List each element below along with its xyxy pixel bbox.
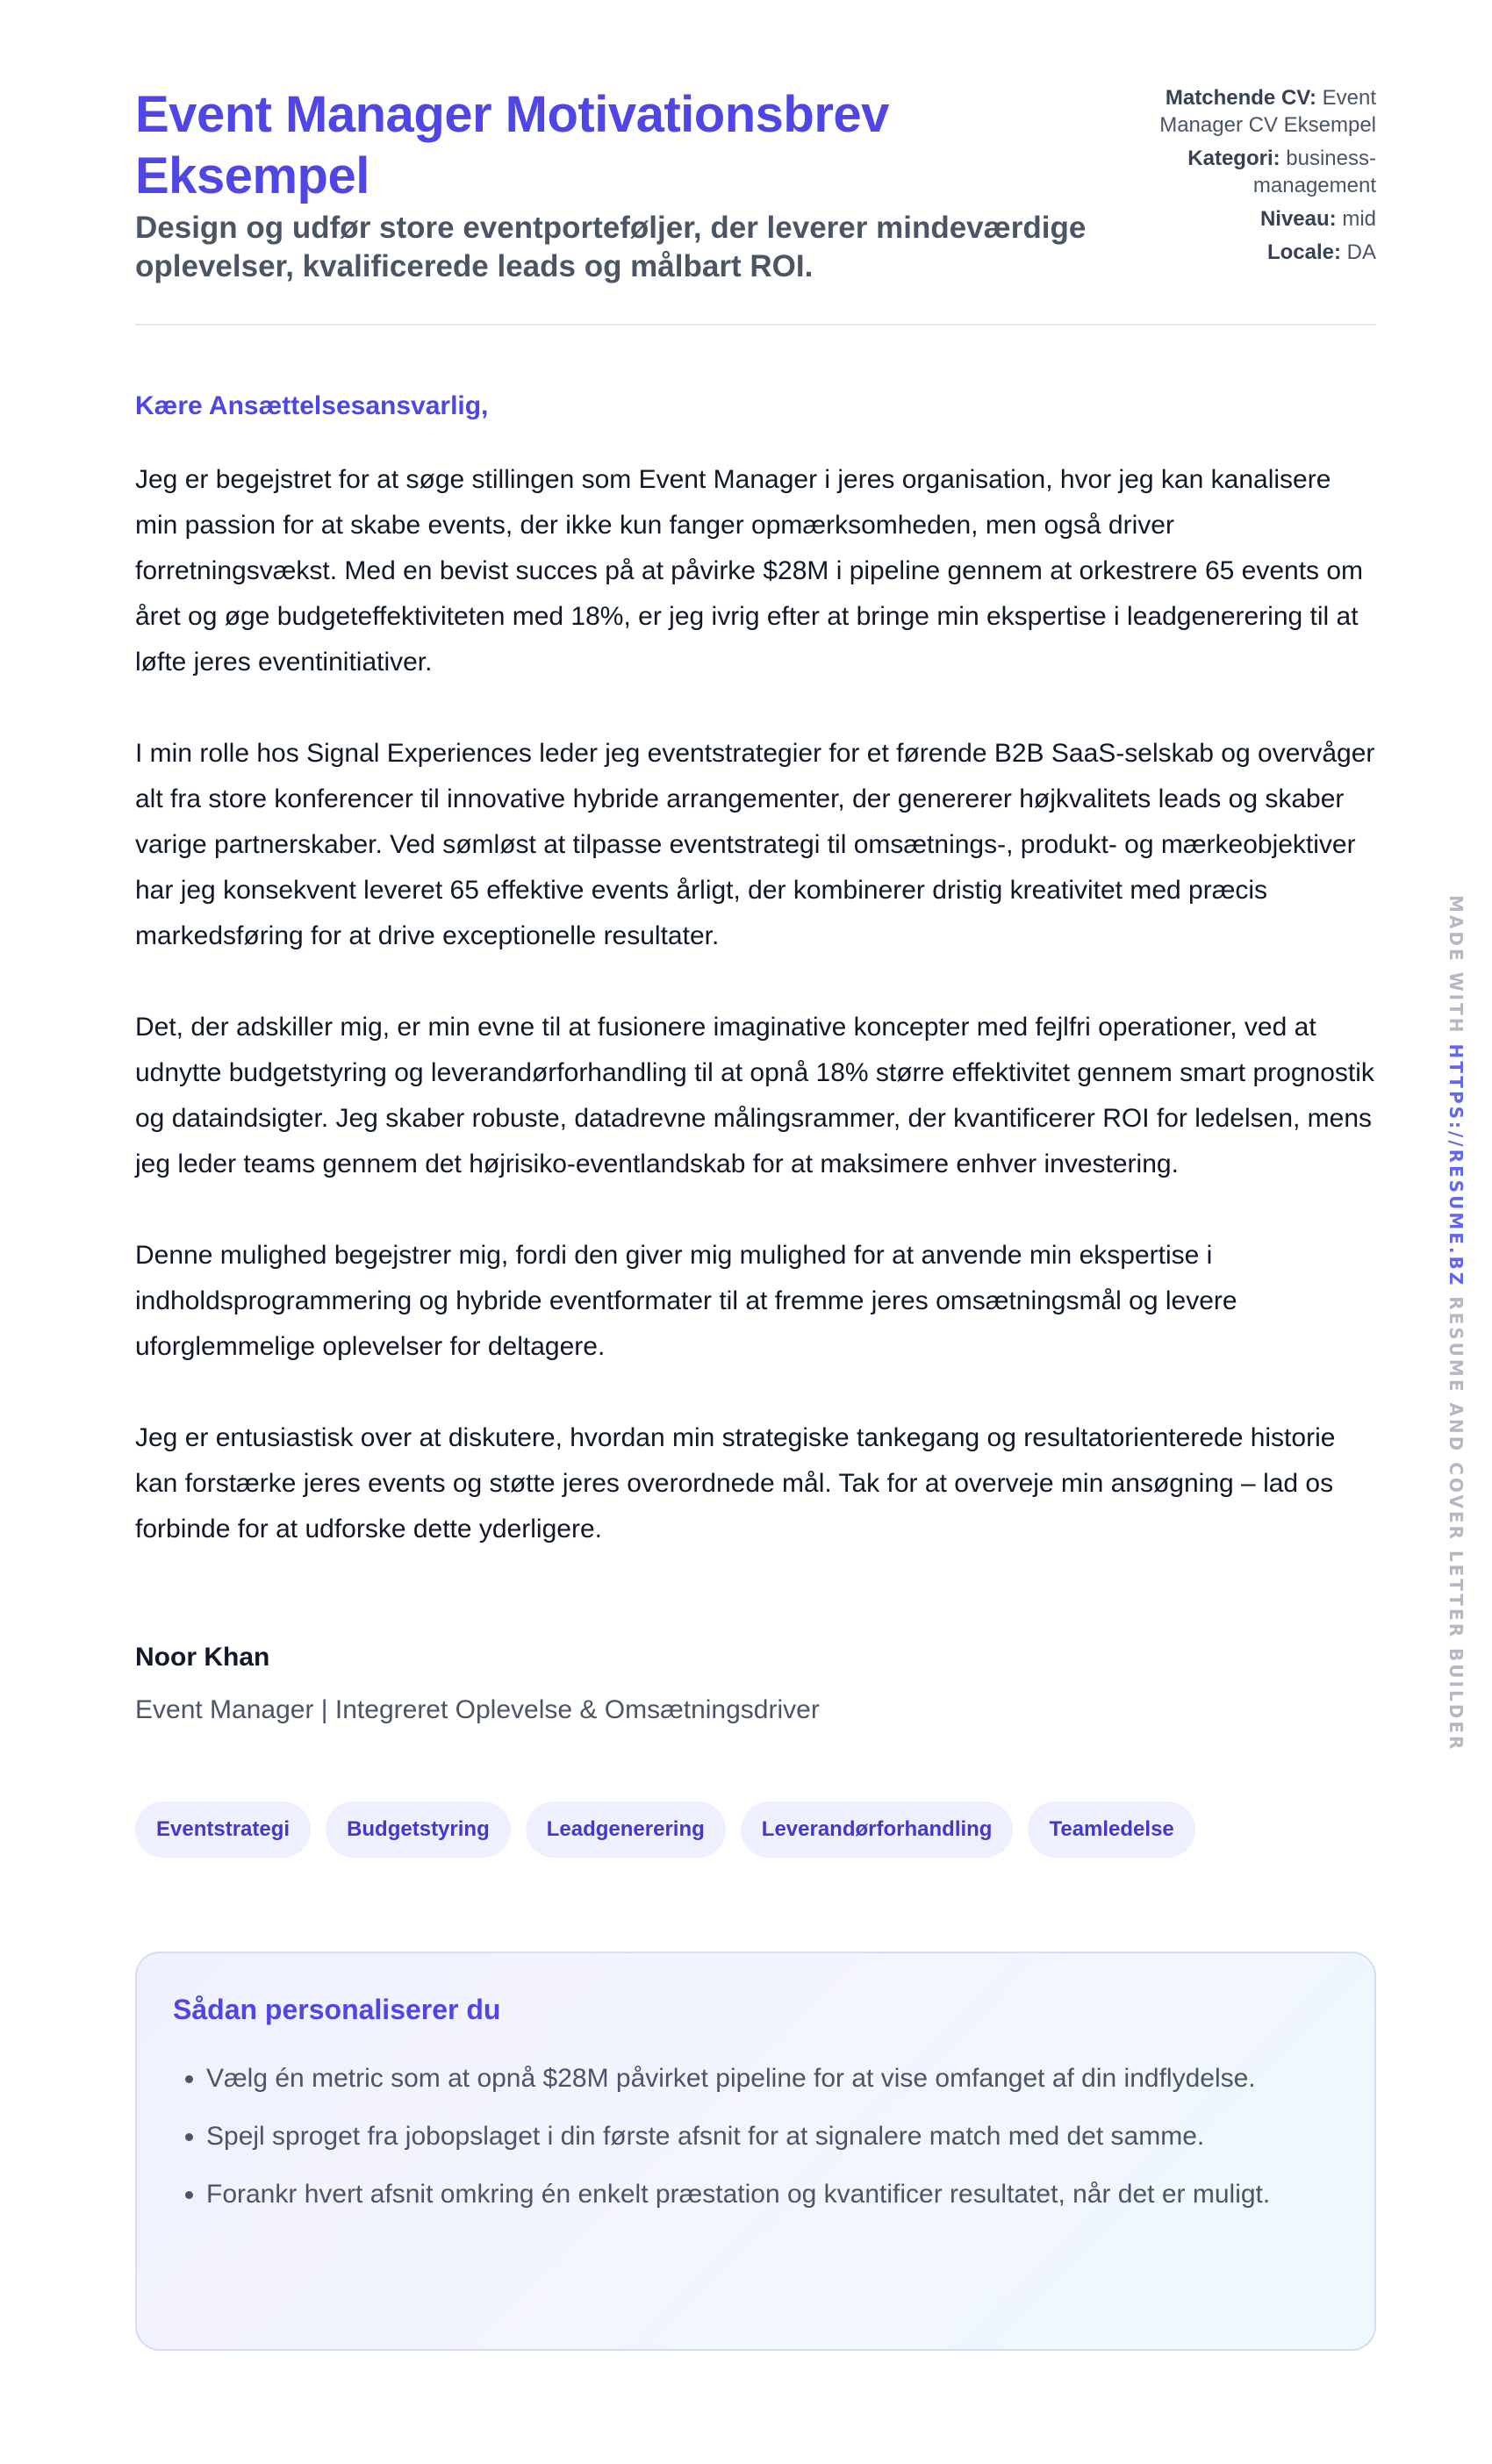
letter-paragraph: I min rolle hos Signal Experiences leder jeg eventstrategier for et førende B2B SaaS-selskab og overvåger alt fra store konferencer til innovative hybride arrangementer, der genererer højkvalitets leads og skaber varige partnerskaber. Ved sømløst at tilpasse eventstrategi til omsætnings-, produkt- og mærkeobjektiver har jeg konsekvent leveret 65 effektive events årligt, der kombinerer dristig kreativitet med præcis markedsføring for at drive exceptionelle resultater.: [135, 739, 1375, 950]
meta-matching-cv-label: Matchende CV:: [1165, 86, 1316, 110]
meta-locale-label: Locale:: [1266, 240, 1341, 264]
page-title: Event Manager Motivationsbrev Eksempel: [135, 86, 889, 204]
letter-paragraph: Denne mulighed begejstrer mig, fordi den giver mig mulighed for at anvende min ekspertise i indholdsprogrammering og hybride eventformater til at fremme jeres omsætningsmål og levere uforglemmelige oplevelser for deltagere.: [135, 1241, 1237, 1361]
page-subtitle: Design og udfør store eventporteføljer, der leverer mindeværdige oplevelser, kvalificerede leads og målbart ROI.: [135, 211, 1087, 283]
meta-locale: [1113, 239, 1376, 266]
watermark-prefix: MADE WITH: [1445, 895, 1467, 1035]
skill-tag: Budgetstyring: [326, 1801, 511, 1858]
meta-category-label: Kategori:: [1187, 147, 1280, 170]
watermark-suffix: RESUME AND COVER LETTER BUILDER: [1445, 1296, 1467, 1752]
tips-item: • Vælg én metric som at opnå $28M påvirket pipeline for at vise omfanget af din indflydelse.: [206, 2056, 1339, 2102]
signature-role: Event Manager | Integreret Oplevelse & Omsætningsdriver: [135, 1695, 820, 1724]
meta-matching-cv: [1113, 84, 1376, 139]
tips-list: [173, 2056, 1339, 2217]
skill-tags: [135, 1801, 1376, 1858]
tips-item: • Forankr hvert afsnit omkring én enkelt præstation og kvantificer resultatet, når det er muligt.: [206, 2172, 1339, 2217]
tips-item: • Spejl sproget fra jobopslaget i din første afsnit for at signalere match med det samme.: [206, 2114, 1339, 2160]
meta-matching-cv-value: Event Manager CV Eksempel: [1159, 86, 1376, 137]
skill-tag: Teamledelse: [1028, 1801, 1194, 1858]
meta-category-value: business-management: [1252, 147, 1376, 197]
letter-paragraph: Det, der adskiller mig, er min evne til at fusionere imaginative koncepter med fejlfri operationer, ved at udnytte budgetstyring og leverandørforhandling til at opnå 18% større effektivitet gennem smart prognostik og dataindsigter. Jeg skaber robuste, datadrevne målingsrammer, der kvantificerer ROI for ledelsen, mens jeg leder teams gennem det højrisiko-eventlandskab for at maksimere enhver investering.: [135, 1013, 1374, 1178]
meta-panel: [1113, 84, 1376, 272]
meta-level-value: mid: [1342, 207, 1376, 231]
skill-tag: Leverandørforhandling: [741, 1801, 1014, 1858]
letter-paragraph: Jeg er entusiastisk over at diskutere, hvordan min strategiske tankegang og resultatorienterede historie kan forstærke jeres events og støtte jeres overordnede mål. Tak for at overveje min ansøgning – lad os forbinde for at udforske dette yderligere.: [135, 1423, 1336, 1544]
header: [135, 84, 1376, 326]
tips-title: Sådan personaliserer du: [173, 1994, 501, 2025]
meta-category: [1113, 145, 1376, 199]
meta-level-label: Niveau:: [1259, 207, 1337, 231]
watermark-link[interactable]: HTTPS://RESUME.BZ: [1445, 1043, 1467, 1288]
cover-letter-page: [135, 84, 1376, 2351]
skill-tag: Eventstrategi: [135, 1801, 311, 1858]
watermark: [1445, 895, 1467, 1752]
watermark-text: [1446, 895, 1466, 1751]
meta-level: [1113, 205, 1376, 233]
signature-name: Noor Khan: [135, 1643, 270, 1672]
skill-tag: Leadgenerering: [526, 1801, 726, 1858]
salutation: Kære Ansættelsesansvarlig,: [135, 391, 489, 420]
meta-locale-value: DA: [1346, 240, 1376, 264]
personalization-tips-box: [135, 1952, 1376, 2351]
letter-paragraph: Jeg er begejstret for at søge stillingen som Event Manager i jeres organisation, hvor jeg kan kanalisere min passion for at skabe events, der ikke kun fanger opmærksomheden, men også driver forretningsvækst. Med en bevist succes på at påvirke $28M i pipeline gennem at orkestrere 65 events om året og øge budgeteffektiviteten med 18%, er jeg ivrig efter at bringe min ekspertise i leadgenerering til at løfte jeres eventinitiativer.: [135, 465, 1364, 677]
